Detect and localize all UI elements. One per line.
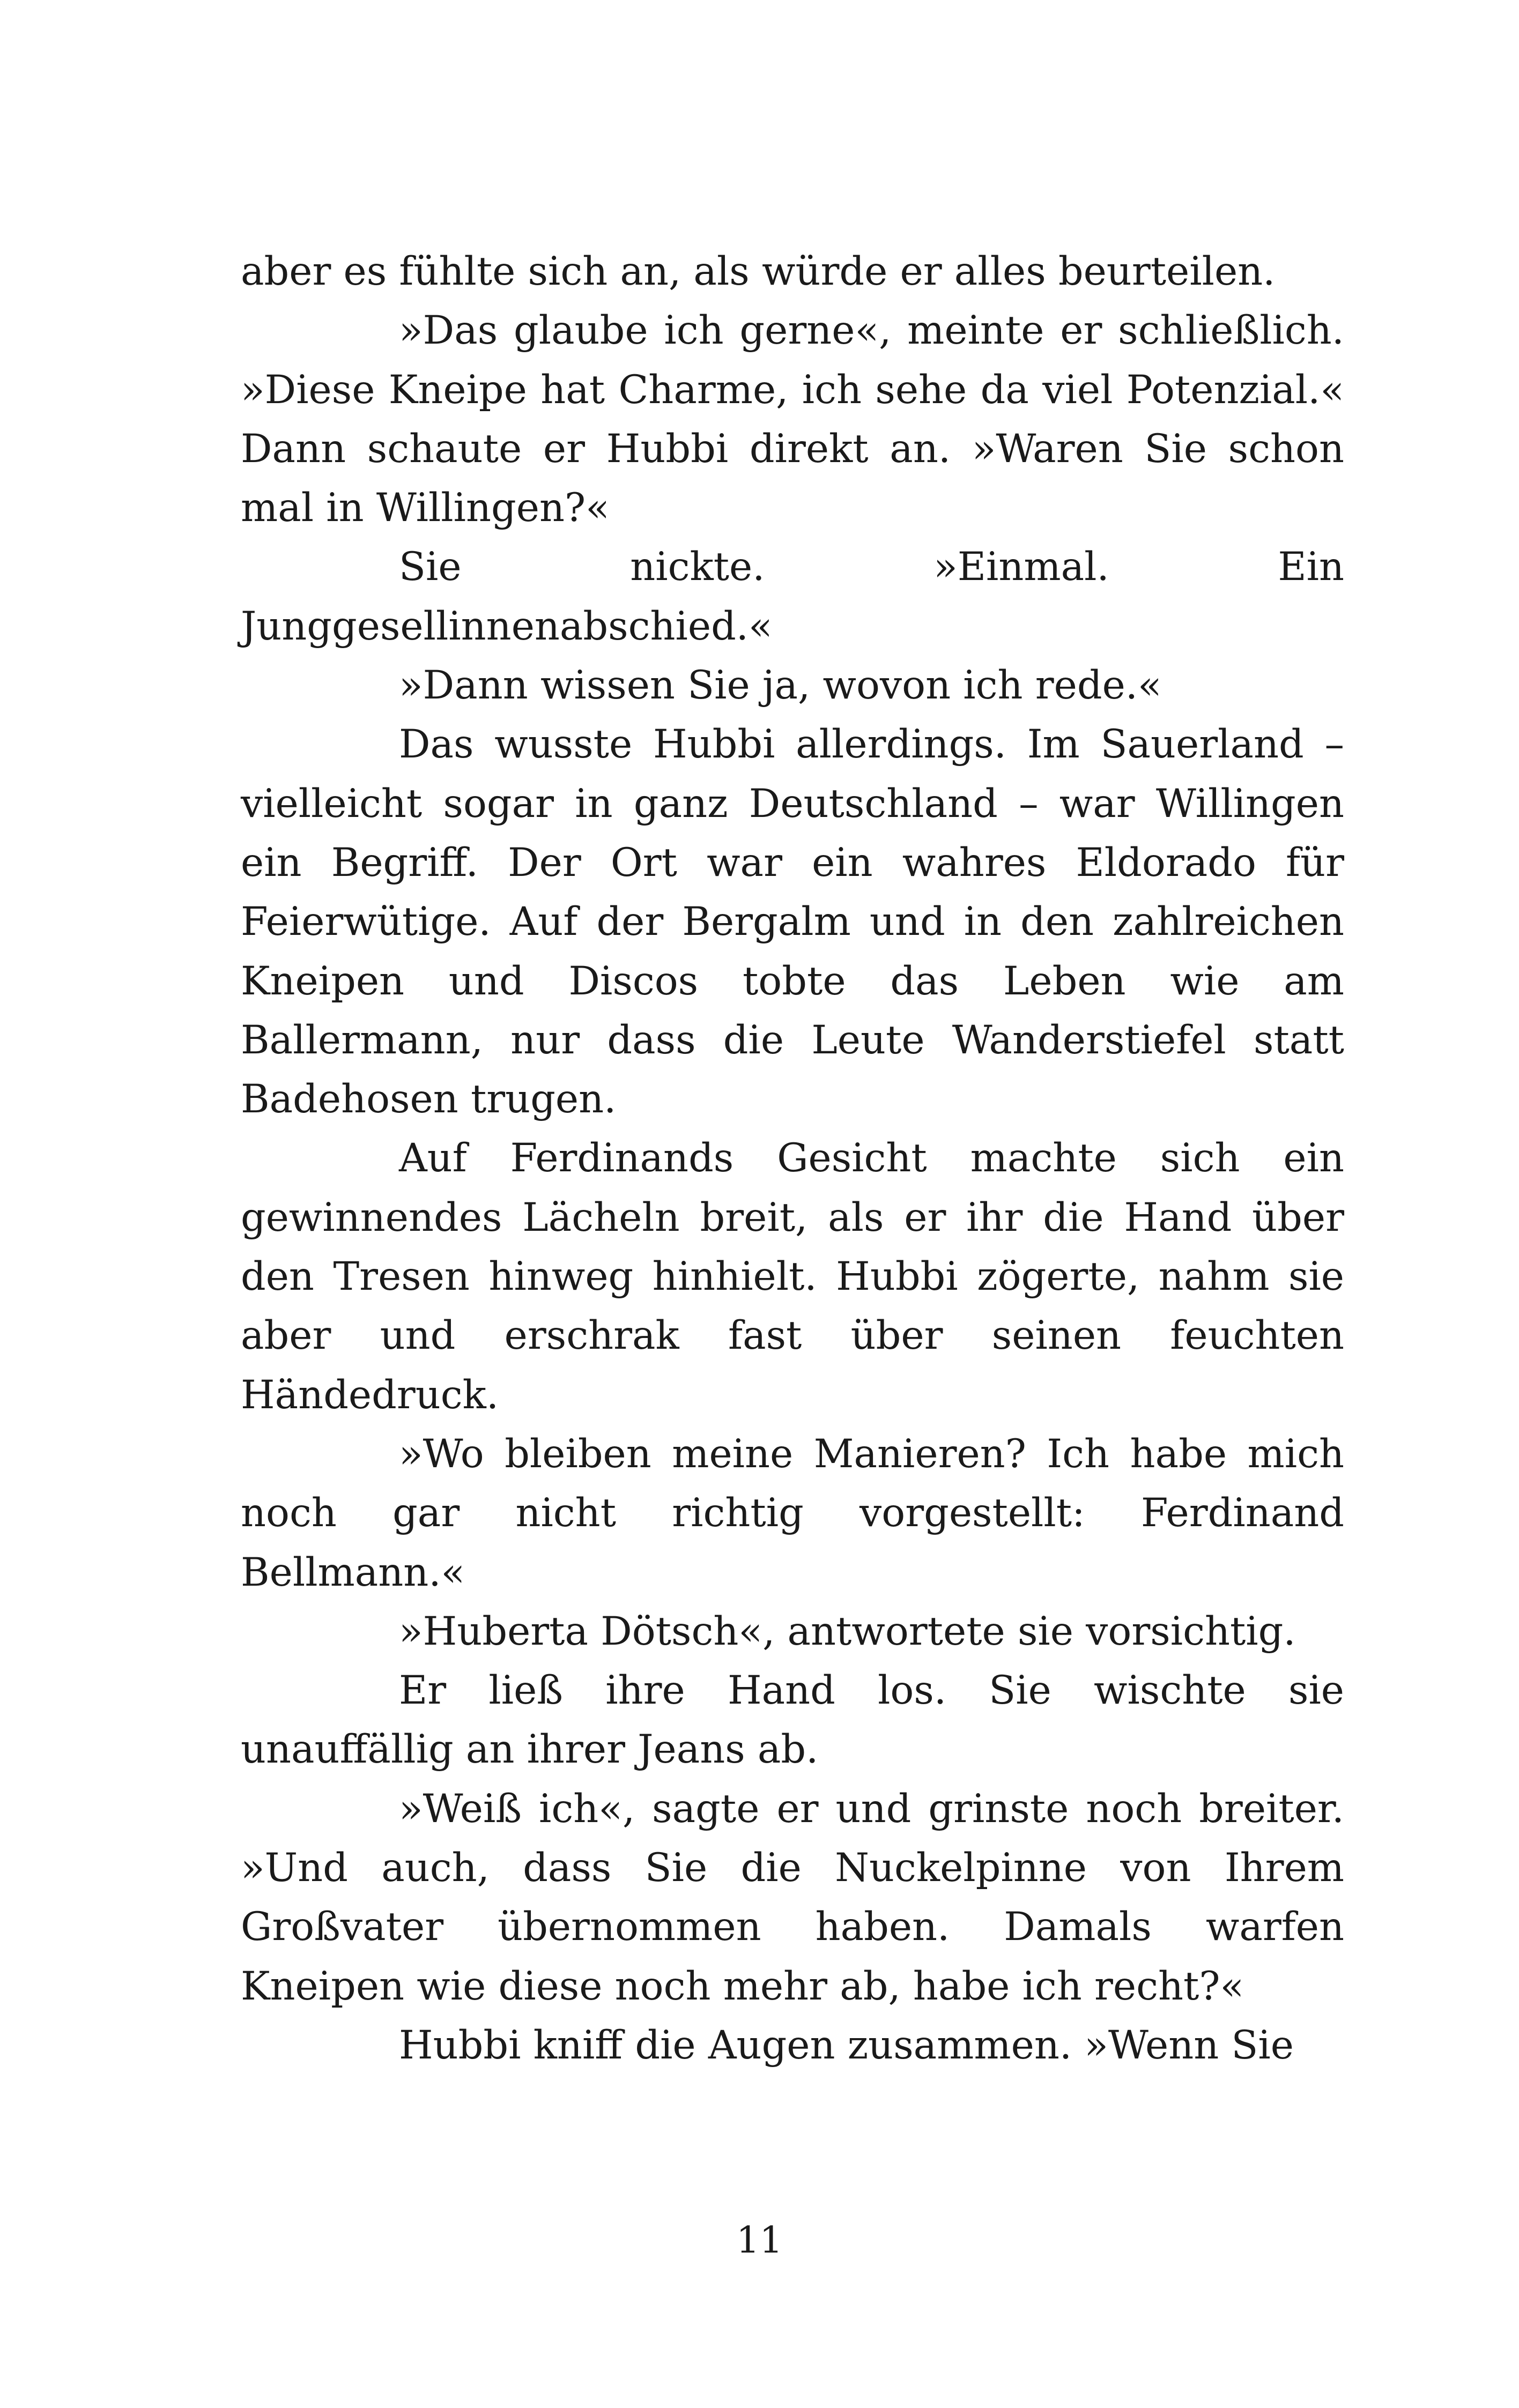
paragraph-6: Auf Ferdinands Gesicht machte sich ein gewinnendes Lächeln breit, als er ihr die Hand über den Tresen hinweg hinhielt. Hubbi zögerte, nahm sie aber und erschrak fast über seinen feuchten Händedruck. [241,1135,1344,1418]
paragraph-5: Das wusste Hubbi allerdings. Im Sauerland – vielleicht sogar in ganz Deutschland – war Willingen ein Begriff. Der Ort war ein wahres Eldorado für Feierwütige. Auf der Bergalm und in den zahlreichen Kneipen und Discos tobte das Leben wie am Ballermann, nur dass die Leute Wanderstiefel statt Badehosen trugen. [241,722,1344,1123]
paragraph-4: »Dann wissen Sie ja, wovon ich rede.« [399,663,1162,709]
paragraph-10: »Weiß ich«, sagte er und grinste noch breiter. »Und auch, dass Sie die Nuckelpinne von Ihrem Großvater übernommen haben. Damals warfen Kneipen wie diese noch mehr ab, habe ich recht?« [241,1786,1344,2009]
paragraph-2: »Das glaube ich gerne«, meinte er schließlich. »Diese Kneipe hat Charme, ich sehe da viel Potenzial.« Dann schaute er Hubbi direkt an. »Waren Sie schon mal in Willingen?« [241,308,1344,531]
paragraph-11: Hubbi kniff die Augen zusammen. »Wenn Sie [399,2022,1294,2068]
paragraph-1: aber es fühlte sich an, als würde er alles beurteilen. [241,249,1276,294]
paragraph-9: Er ließ ihre Hand los. Sie wischte sie unauffällig an ihrer Jeans ab. [241,1668,1344,1773]
paragraph-3: Sie nickte. »Einmal. Ein Junggesellinnenabschied.« [241,544,1344,649]
body-text [241,242,1344,2075]
paragraph-7: »Wo bleiben meine Manieren? Ich habe mich noch gar nicht richtig vorgestellt: Ferdinand Bellmann.« [241,1431,1344,1595]
paragraph-8: »Huberta Dötsch«, antwortete sie vorsichtig. [399,1608,1296,1654]
page-number: 11 [736,2219,783,2262]
